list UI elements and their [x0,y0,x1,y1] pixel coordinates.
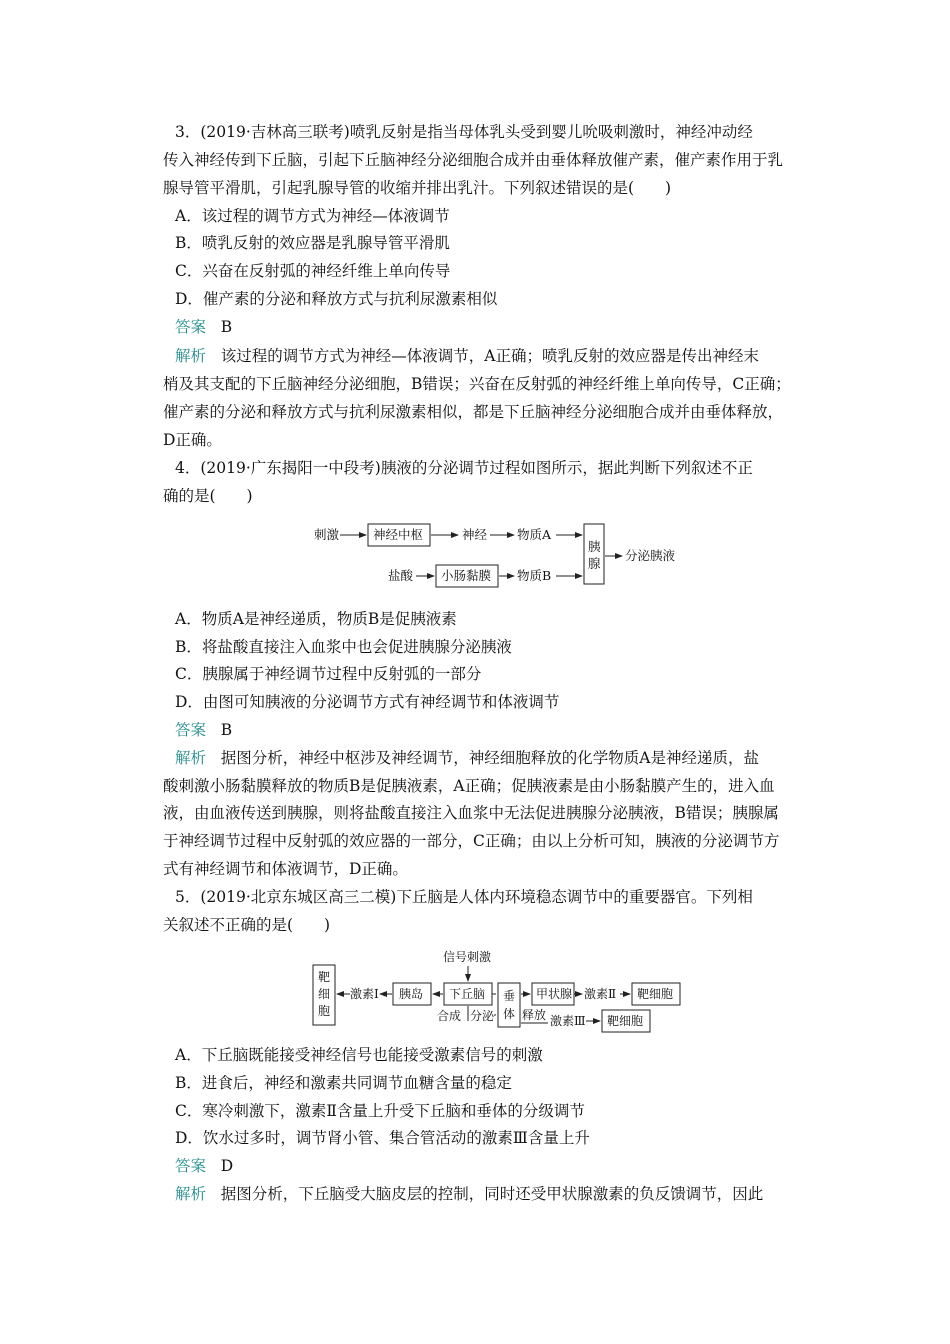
answer-label: 答案 [175,318,207,336]
diag-secrete: 分泌 [470,1009,495,1023]
answer-value: B [220,318,233,336]
answer-value: B [220,721,233,739]
diag-synth: 合成 [437,1009,462,1023]
diag-target-cell-a: 靶细胞 [637,987,674,1001]
diag-pancreas-1: 胰 [588,539,601,554]
hypothalamus-regulation-diagram [310,945,690,1035]
q4-analysis-line-4: 于神经调节过程中反射弧的效应器的一部分，C正确；由以上分析可知，胰液的分泌调节方 [163,832,780,850]
q5-stem-line-2: 关叙述不正确的是( ) [163,916,331,934]
analysis-text: 据图分析，下丘脑受大脑皮层的控制，同时还受甲状腺激素的负反馈调节，因此 [220,1185,764,1203]
q3-stem-line-1: 3．(2019·吉林高三联考)喷乳反射是指当母体乳头受到婴儿吮吸刺激时，神经冲动经 [175,123,753,141]
q5-analysis-line-1 [175,1184,835,1204]
diag-substance-b: 物质B [517,568,552,583]
analysis-text: 据图分析，神经中枢涉及神经调节，神经细胞释放的化学物质A是神经递质，盐 [220,749,759,767]
diag-hormone-1: 激素Ⅰ [350,987,379,1001]
diag-release: 释放 [522,1008,547,1022]
answer-label: 答案 [175,721,207,739]
q3-option-a: A．该过程的调节方式为神经—体液调节 [175,207,450,225]
q3-option-b: B．喷乳反射的效应器是乳腺导管平滑肌 [175,234,450,252]
diag-substance-a: 物质A [517,527,552,542]
pancreas-regulation-diagram [300,520,690,592]
q3-stem-line-3: 腺导管平滑肌，引起乳腺导管的收缩并排出乳汁。下列叙述错误的是( ) [163,179,672,197]
q5-option-d: D．饮水过多时，调节肾小管、集合管活动的激素Ⅲ含量上升 [175,1129,590,1147]
q4-analysis-line-3: 液，由血液传送到胰腺，则将盐酸直接注入血浆中无法促进胰腺分泌胰液，B错误；胰腺属 [163,804,779,822]
diag-stimulus: 刺激 [314,527,340,542]
q3-option-c: C．兴奋在反射弧的神经纤维上单向传导 [175,262,451,280]
q4-analysis-line-2: 酸刺激小肠黏膜释放的物质B是促胰液素，A正确；促胰液素是由小肠黏膜产生的，进入血 [163,777,775,795]
q3-answer [175,317,835,337]
diag-intestine: 小肠黏膜 [441,568,492,583]
answer-label: 答案 [175,1157,207,1175]
q3-stem-line-2: 传入神经传到下丘脑，引起下丘脑神经分泌细胞合成并由垂体释放催产素，催产素作用于乳 [163,151,784,169]
diag-pancreas-2: 腺 [588,556,601,571]
q4-option-c: C．胰腺属于神经调节过程中反射弧的一部分 [175,665,482,683]
q3-analysis-line-1 [175,346,835,366]
analysis-label: 解析 [175,749,207,767]
q4-option-b: B．将盐酸直接注入血浆中也会促进胰腺分泌胰液 [175,638,512,656]
q4-analysis-line-5: 式有神经调节和体液调节，D正确。 [163,860,408,878]
diag-thyroid: 甲状腺 [536,987,573,1001]
diag-hypothalamus: 下丘脑 [449,987,486,1001]
diag-secrete: 分泌胰液 [625,548,676,563]
diag-hormone-3: 激素Ⅲ [550,1014,586,1028]
diag-target-left-3: 胞 [318,1004,331,1018]
diag-target-left-1: 靶 [318,970,331,984]
q3-analysis-line-3: 催产素的分泌和释放方式与抗利尿激素相似，都是下丘脑神经分泌细胞合成并由垂体释放， [163,403,784,421]
q4-answer [175,720,835,740]
q5-option-c: C．寒冷刺激下，激素Ⅱ含量上升受下丘脑和垂体的分级调节 [175,1102,585,1120]
q4-analysis-line-1 [175,748,835,768]
analysis-label: 解析 [175,347,207,365]
q5-option-b: B．进食后，神经和激素共同调节血糖含量的稳定 [175,1074,512,1092]
diag-acid: 盐酸 [388,568,414,583]
diag-pituitary-1: 垂 [503,989,516,1003]
analysis-label: 解析 [175,1185,207,1203]
q5-answer [175,1156,835,1176]
q4-option-d: D．由图可知胰液的分泌调节方式有神经调节和体液调节 [175,693,560,711]
diag-pituitary-2: 体 [503,1007,516,1021]
q5-stem-line-1: 5．(2019·北京东城区高三二模)下丘脑是人体内环境稳态调节中的重要器官。下列相 [175,888,753,906]
diag-nerve: 神经 [462,527,488,542]
diag-target-cell-b: 靶细胞 [607,1014,644,1028]
q4-stem-line-1: 4．(2019·广东揭阳一中段考)胰液的分泌调节过程如图所示，据此判断下列叙述不正 [175,459,753,477]
q3-option-d: D．催产素的分泌和释放方式与抗利尿激素相似 [175,290,498,308]
answer-value: D [220,1157,234,1175]
diag-signal: 信号刺激 [443,950,492,964]
q4-stem-line-2: 确的是( ) [163,487,253,505]
q3-analysis-line-4: D正确。 [163,431,222,449]
q4-option-a: A．物质A是神经递质，物质B是促胰液素 [175,610,457,628]
pancreas-box [584,524,604,584]
diag-target-left-2: 细 [318,987,331,1001]
diag-nerve-center: 神经中枢 [373,527,424,542]
analysis-text: 该过程的调节方式为神经—体液调节，A正确；喷乳反射的效应器是传出神经末 [220,347,759,365]
diag-islet: 胰岛 [399,987,424,1001]
diag-hormone-2: 激素Ⅱ [584,987,617,1001]
q5-option-a: A．下丘脑既能接受神经信号也能接受激素信号的刺激 [175,1046,543,1064]
q3-analysis-line-2: 梢及其支配的下丘脑神经分泌细胞，B错误；兴奋在反射弧的神经纤维上单向传导，C正确； [163,375,791,393]
